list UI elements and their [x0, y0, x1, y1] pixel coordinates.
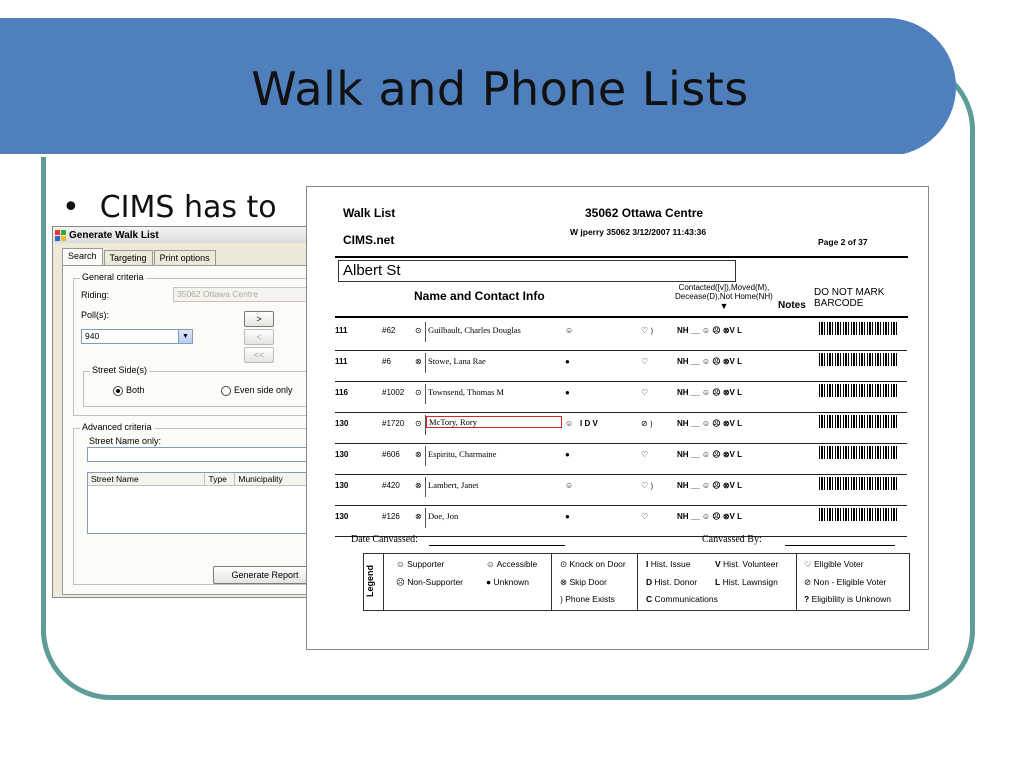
- barcode-icon: [819, 322, 899, 335]
- support-cell: ☺: [565, 481, 574, 490]
- legend-hist-donor-label: Hist. Donor: [654, 577, 698, 587]
- legend-hist-issue-label: Hist. Issue: [650, 559, 691, 569]
- contact-status-cell: NH __ ☺ ☹ ⊗V L: [677, 481, 742, 490]
- poll-select[interactable]: [81, 329, 193, 344]
- tab-print-options[interactable]: Print options: [154, 250, 216, 265]
- name-cell: Stowe, Lana Rae: [428, 356, 486, 366]
- bullet-text: [62, 190, 332, 225]
- date-canvassed-label: Date Canvassed:: [351, 534, 418, 545]
- bullet-icon: ●: [486, 577, 492, 587]
- accessible-icon: ☺: [486, 559, 495, 569]
- col-municipality[interactable]: Municipality: [238, 474, 283, 484]
- table-header-rule: [335, 316, 908, 318]
- door-icon: ⊙: [415, 388, 422, 397]
- poll-cell: 130: [335, 450, 349, 459]
- legend-non-supporter: [396, 577, 463, 588]
- flags-cell: ♡: [641, 388, 649, 397]
- title-divider: [0, 154, 908, 157]
- col-contacted-header: [675, 283, 773, 311]
- poll-cell: 130: [335, 481, 349, 490]
- poll-cell: 130: [335, 419, 349, 428]
- legend-divider-3: [796, 554, 797, 610]
- row-divider: [425, 508, 426, 528]
- bullet-label: CIMS has to: [99, 190, 277, 225]
- report-page: Page 2 of 37: [818, 237, 868, 247]
- col-notes-header: Notes: [778, 300, 806, 311]
- address-cell: #420: [382, 481, 400, 490]
- flags-cell: ⊘ ⟯: [641, 419, 653, 428]
- remove-poll-button[interactable]: <: [244, 329, 274, 345]
- report-user-line: W jperry 35062 3/12/2007 11:43:36: [570, 227, 707, 237]
- add-poll-button[interactable]: >: [244, 311, 274, 327]
- legend-skip-label: Skip Door: [569, 577, 607, 587]
- knock-icon: ⊙: [560, 559, 568, 569]
- support-cell: ☺: [565, 419, 574, 428]
- legend-tag: [364, 554, 384, 610]
- eligible-icon: ♡: [804, 559, 812, 569]
- door-icon: ⊗: [415, 481, 422, 490]
- frown-icon: ☹: [396, 577, 405, 587]
- contact-status-cell: NH __ ☺ ☹ ⊗V L: [677, 388, 742, 397]
- codes-cell: I D V: [580, 419, 598, 428]
- col-barcode-header: [814, 287, 884, 309]
- door-icon: ⊗: [415, 450, 422, 459]
- barcode-icon: [819, 353, 899, 366]
- legend-hist-volunteer-label: Hist. Volunteer: [723, 559, 779, 569]
- remove-all-polls-button[interactable]: <<: [244, 347, 274, 363]
- smiley-icon: ☺: [396, 559, 405, 569]
- dialog-title: Generate Walk List: [69, 229, 159, 241]
- barcode-icon: [819, 508, 899, 521]
- col-street-name[interactable]: Street Name: [88, 473, 205, 485]
- legend-knock-label: Knock on Door: [569, 559, 626, 569]
- support-cell: ●: [565, 512, 570, 521]
- table-row: [335, 444, 907, 475]
- walk-list-report: [306, 186, 929, 650]
- radio-even[interactable]: [221, 385, 293, 396]
- sort-down-icon: ▼: [719, 301, 729, 311]
- legend-hist-lawnsign-label: Hist. Lawnsign: [722, 577, 778, 587]
- flags-cell: ♡: [641, 450, 649, 459]
- radio-even-indicator[interactable]: [221, 386, 231, 396]
- row-divider: [425, 322, 426, 342]
- support-cell: ●: [565, 357, 570, 366]
- legend-accessible-label: Accessible: [496, 559, 538, 569]
- legend-title: Legend: [365, 564, 376, 598]
- riding-field[interactable]: 35062 Ottawa Centre: [173, 287, 314, 302]
- legend-supporter-label: Supporter: [407, 559, 445, 569]
- flags-cell: ♡: [641, 512, 649, 521]
- generate-walk-list-dialog: [52, 226, 314, 598]
- flags-cell: ♡: [641, 357, 649, 366]
- street-sides-title: Street Side(s): [92, 365, 148, 375]
- col-type[interactable]: Type: [205, 473, 235, 485]
- barcode-icon: [819, 446, 899, 459]
- contact-status-cell: NH __ ☺ ☹ ⊗V L: [677, 326, 742, 335]
- row-divider: [425, 353, 426, 373]
- report-riding: 35062 Ottawa Centre: [585, 206, 704, 220]
- address-cell: #1720: [382, 419, 405, 428]
- table-row: [335, 351, 907, 382]
- contact-status-cell: NH __ ☺ ☹ ⊗V L: [677, 419, 742, 428]
- barcode-icon: [819, 415, 899, 428]
- legend-box: [363, 553, 910, 611]
- search-tab-panel: [62, 265, 314, 595]
- poll-cell: 130: [335, 512, 349, 521]
- table-row: [335, 506, 907, 537]
- legend-phone: [560, 594, 615, 605]
- advanced-criteria-title: Advanced criteria: [82, 422, 152, 432]
- legend-eligible: [804, 559, 864, 570]
- tab-targeting[interactable]: Targeting: [104, 250, 153, 265]
- row-divider: [425, 477, 426, 497]
- barcode-icon: [819, 384, 899, 397]
- flags-cell: ♡ ⟯: [641, 481, 654, 490]
- address-cell: #126: [382, 512, 400, 521]
- name-cell: Espiritu, Charmaine: [428, 449, 497, 459]
- skip-icon: ⊗: [560, 577, 568, 587]
- address-cell: #1002: [382, 388, 405, 397]
- legend-unknown-label: Unknown: [493, 577, 529, 587]
- address-cell: #606: [382, 450, 400, 459]
- row-divider: [425, 415, 426, 435]
- address-cell: #6: [382, 357, 391, 366]
- legend-divider-1: [551, 554, 552, 610]
- poll-select-value: 940: [85, 331, 100, 341]
- name-cell: Doe, Jon: [428, 511, 459, 521]
- general-criteria-title: General criteria: [82, 272, 144, 282]
- address-cell: #62: [382, 326, 396, 335]
- app-icon: [55, 230, 66, 241]
- riding-label: Riding:: [81, 290, 110, 300]
- street-grid-header: [88, 473, 314, 486]
- name-cell: Lambert, Janet: [428, 480, 479, 490]
- row-divider: [425, 384, 426, 404]
- name-cell: McTory, Rory: [426, 416, 562, 428]
- table-row: [335, 475, 907, 506]
- table-row: [335, 413, 907, 444]
- legend-skip: [560, 577, 607, 588]
- contact-status-cell: NH __ ☺ ☹ ⊗V L: [677, 512, 742, 521]
- support-cell: ☺: [565, 326, 574, 335]
- legend-knock: [560, 559, 626, 570]
- generate-report-button[interactable]: Generate Report: [213, 566, 314, 584]
- barcode-icon: [819, 477, 899, 490]
- legend-supporter: [396, 559, 444, 569]
- street-heading: Albert St: [338, 260, 736, 282]
- contact-status-cell: NH __ ☺ ☹ ⊗V L: [677, 450, 742, 459]
- header-rule: [335, 256, 908, 258]
- phone-icon: ⟯: [560, 594, 563, 604]
- row-divider: [425, 446, 426, 466]
- chevron-down-icon[interactable]: ▼: [178, 330, 192, 343]
- support-cell: ●: [565, 450, 570, 459]
- legend-unknown-eligibility: ? Eligibility is Unknown: [804, 594, 891, 604]
- polls-label: Poll(s):: [81, 310, 110, 320]
- legend-non-supporter-label: Non-Supporter: [407, 577, 464, 587]
- legend-non-eligible-label: Non - Eligible Voter: [813, 577, 887, 587]
- radio-both[interactable]: [113, 385, 145, 396]
- legend-communications: C Communications: [646, 594, 718, 604]
- col-contacted-line2: Decease(D),Not Home(NH): [675, 292, 773, 301]
- radio-both-label: Both: [126, 385, 145, 395]
- poll-cell: 116: [335, 388, 348, 397]
- col-barcode-line1: DO NOT MARK: [814, 287, 885, 298]
- legend-phone-label: Phone Exists: [565, 594, 615, 604]
- name-cell: Guilbault, Charles Douglas: [428, 325, 521, 335]
- col-contacted-line1: Contacted([v]),Moved(M),: [678, 283, 770, 292]
- poll-cell: 111: [335, 326, 348, 335]
- door-icon: ⊗: [415, 357, 422, 366]
- flags-cell: ♡ ⟯: [641, 326, 654, 335]
- door-icon: ⊗: [415, 512, 422, 521]
- slide-title: Walk and Phone Lists: [251, 62, 749, 116]
- tab-search[interactable]: Search: [62, 248, 103, 265]
- legend-hist-volunteer: V Hist. Volunteer: [715, 559, 779, 569]
- name-cell: Townsend, Thomas M: [428, 387, 504, 397]
- col-name-header: Name and Contact Info: [414, 289, 545, 303]
- canvassed-by-line: [785, 545, 895, 546]
- contact-status-cell: NH __ ☺ ☹ ⊗V L: [677, 357, 742, 366]
- legend-hist-issue: I Hist. Issue: [646, 559, 691, 569]
- radio-both-indicator[interactable]: [113, 386, 123, 396]
- report-org: CIMS.net: [343, 233, 395, 247]
- canvassed-by-label: Canvassed By:: [702, 534, 762, 545]
- legend-eligible-label: Eligible Voter: [814, 559, 864, 569]
- legend-non-eligible: [804, 577, 886, 588]
- legend-hist-lawnsign: L Hist. Lawnsign: [715, 577, 778, 587]
- legend-divider-2: [637, 554, 638, 610]
- poll-cell: 111: [335, 357, 348, 366]
- bullet-dot: •: [62, 190, 80, 225]
- col-barcode-line2: BARCODE: [814, 298, 864, 309]
- legend-unknown-eligibility-label: Eligibility is Unknown: [811, 594, 891, 604]
- dialog-titlebar[interactable]: [53, 227, 313, 243]
- legend-accessible: [486, 559, 537, 569]
- door-icon: ⊙: [415, 419, 422, 428]
- table-row: [335, 382, 907, 413]
- date-canvassed-line: [429, 545, 565, 546]
- legend-unknown: [486, 577, 529, 587]
- tab-strip: [53, 243, 313, 265]
- legend-communications-label: Communications: [654, 594, 718, 604]
- legend-hist-donor: D Hist. Donor: [646, 577, 698, 587]
- report-title: Walk List: [343, 206, 396, 220]
- table-row: [335, 320, 907, 351]
- non-eligible-icon: ⊘: [804, 577, 812, 587]
- street-grid[interactable]: [87, 472, 314, 534]
- support-cell: ●: [565, 388, 570, 397]
- street-name-input[interactable]: [87, 447, 314, 462]
- radio-even-label: Even side only: [234, 385, 293, 395]
- street-name-label: Street Name only:: [89, 436, 162, 446]
- door-icon: ⊙: [415, 326, 422, 335]
